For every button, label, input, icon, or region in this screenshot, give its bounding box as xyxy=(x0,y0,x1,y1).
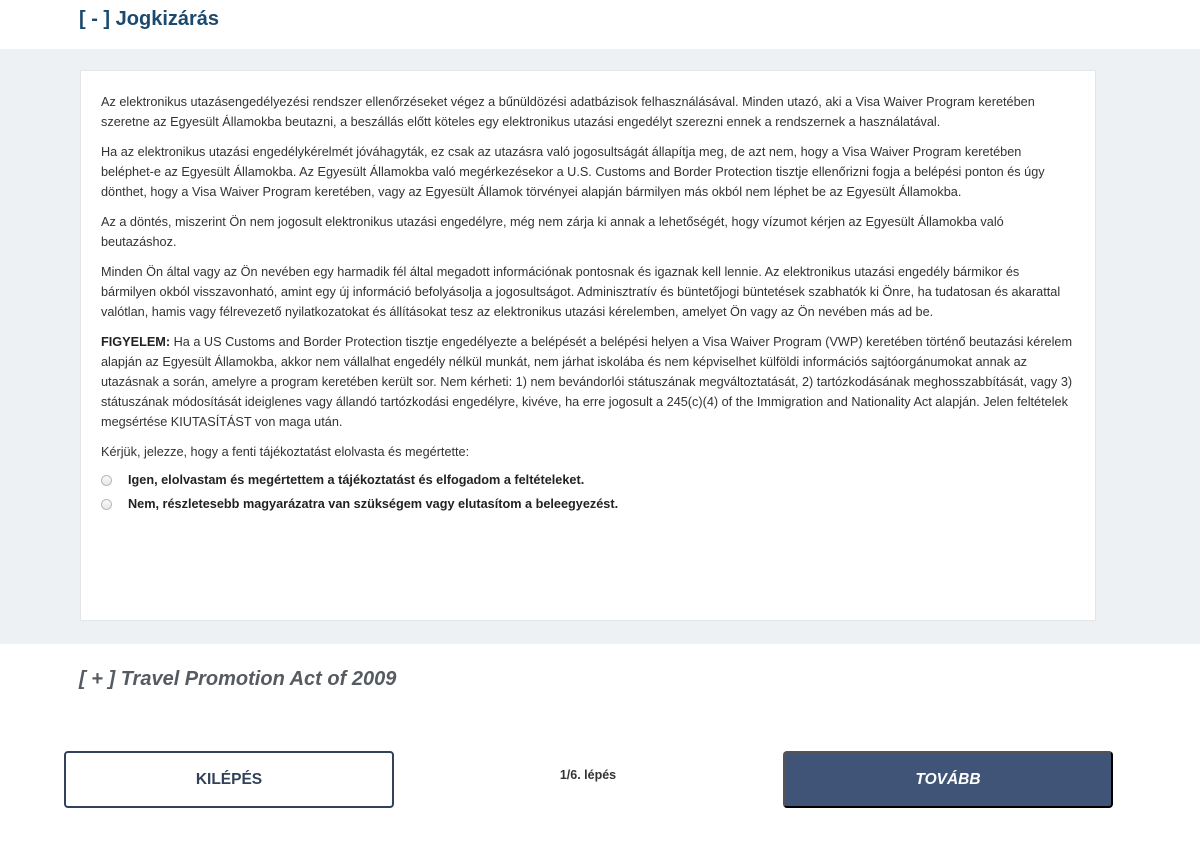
consent-option-accept[interactable] xyxy=(101,470,1077,490)
consent-option-decline[interactable] xyxy=(101,494,1077,514)
disclaimer-card xyxy=(80,70,1096,621)
expand-toggle-icon: [ + ] xyxy=(79,668,116,690)
disclaimer-section-toggle[interactable] xyxy=(79,7,219,31)
consent-prompt: Kérjük, jelezze, hogy a fenti tájékoztatást elolvasta és megértette: xyxy=(101,445,470,459)
disclaimer-paragraph: Az elektronikus utazásengedélyezési rendszer ellenőrzéseket végez a bűnüldözési adatbázisok felhasználásával. Minden utazó, aki a Visa Waiver Program keretében szeretne az Egyesült Államokba beutazni, a beszállás előtt köteles egy elektronikus utazási engedélyt szerezni ennek a rendszernek a használatával. xyxy=(101,95,1035,129)
warning-text: Ha a US Customs and Border Protection tisztje engedélyezte a belépését a belépési helyen a Visa Waiver Program (VWP) keretében történő beutazási kérelem alapján az Egyesült Államokba, akkor nem vállalhat engedély nélkül munkát, nem járhat iskolába és nem képviselhet külföldi információs sajtóorgánumokat annak az utazásnak a során, amelyre a program keretében került sor. Nem kérheti: 1) nem bevándorlói státuszának megváltoztatását, 2) tartózkodásának meghosszabbítását, vagy 3) státuszának módosítását ideiglenes vagy állandó tartózkodási engedélyre, kivéve, ha erre jogosult a 245(c)(4) of the Immigration and Nationality Act alapján. Jelen feltételek megsértése KIUTASÍTÁST von maga után. xyxy=(101,335,1073,429)
disclaimer-paragraph: Az a döntés, miszerint Ön nem jogosult elektronikus utazási engedélyre, még nem zárja ki annak a lehetőségét, hogy vízumot kérjen az Egyesült Államokba való beutazáshoz. xyxy=(101,215,1004,249)
radio-accept[interactable] xyxy=(101,475,112,486)
step-indicator: 1/6. lépés xyxy=(559,768,617,782)
collapse-toggle-icon: [ - ] xyxy=(79,8,111,30)
disclaimer-content xyxy=(101,92,1077,518)
radio-decline[interactable] xyxy=(101,499,112,510)
travel-promotion-title: Travel Promotion Act of 2009 xyxy=(120,668,397,690)
warning-paragraph xyxy=(101,332,1077,432)
travel-promotion-section-toggle[interactable] xyxy=(79,667,396,691)
consent-option-accept-label[interactable]: Igen, elolvastam és megértettem a tájékoztatást és elfogadom a feltételeket. xyxy=(128,473,585,487)
next-button[interactable]: TOVÁBB xyxy=(783,751,1113,808)
consent-option-decline-label[interactable]: Nem, részletesebb magyarázatra van szükségem vagy elutasítom a beleegyezést. xyxy=(128,497,619,511)
warning-label: FIGYELEM: xyxy=(101,335,171,349)
disclaimer-paragraph: Ha az elektronikus utazási engedélykérelmét jóváhagyták, ez csak az utazásra való jogosultságát állapítja meg, de azt nem, hogy a Visa Waiver Program keretében beléphet-e az Egyesült Államokba. Az Egyesült Államokba való megérkezésekor a U.S. Customs and Border Protection tisztje ellenőrizni fogja a belépési ponton és úgy dönthet, hogy a Visa Waiver Program keretében, vagy az Egyesült Államok törvényei alapján bármilyen más okból nem léphet be az Egyesült Államokba. xyxy=(101,145,1045,199)
disclaimer-title: Jogkizárás xyxy=(115,8,220,30)
exit-button[interactable]: KILÉPÉS xyxy=(64,751,394,808)
disclaimer-paragraph: Minden Ön által vagy az Ön nevében egy harmadik fél által megadott információnak pontosnak és igaznak kell lennie. Az elektronikus utazási engedély bármikor és bármilyen okból visszavonható, amint egy új információ befolyásolja a jogosultságot. Adminisztratív és büntetőjogi büntetések szabhatók ki Önre, ha tudatosan és akarattal valótlan, hamis vagy félrevezető nyilatkozatokat és állításokat tesz az elektronikus utazási kérelemben, amelyet Ön vagy az Ön nevében más ad be. xyxy=(101,265,1061,319)
